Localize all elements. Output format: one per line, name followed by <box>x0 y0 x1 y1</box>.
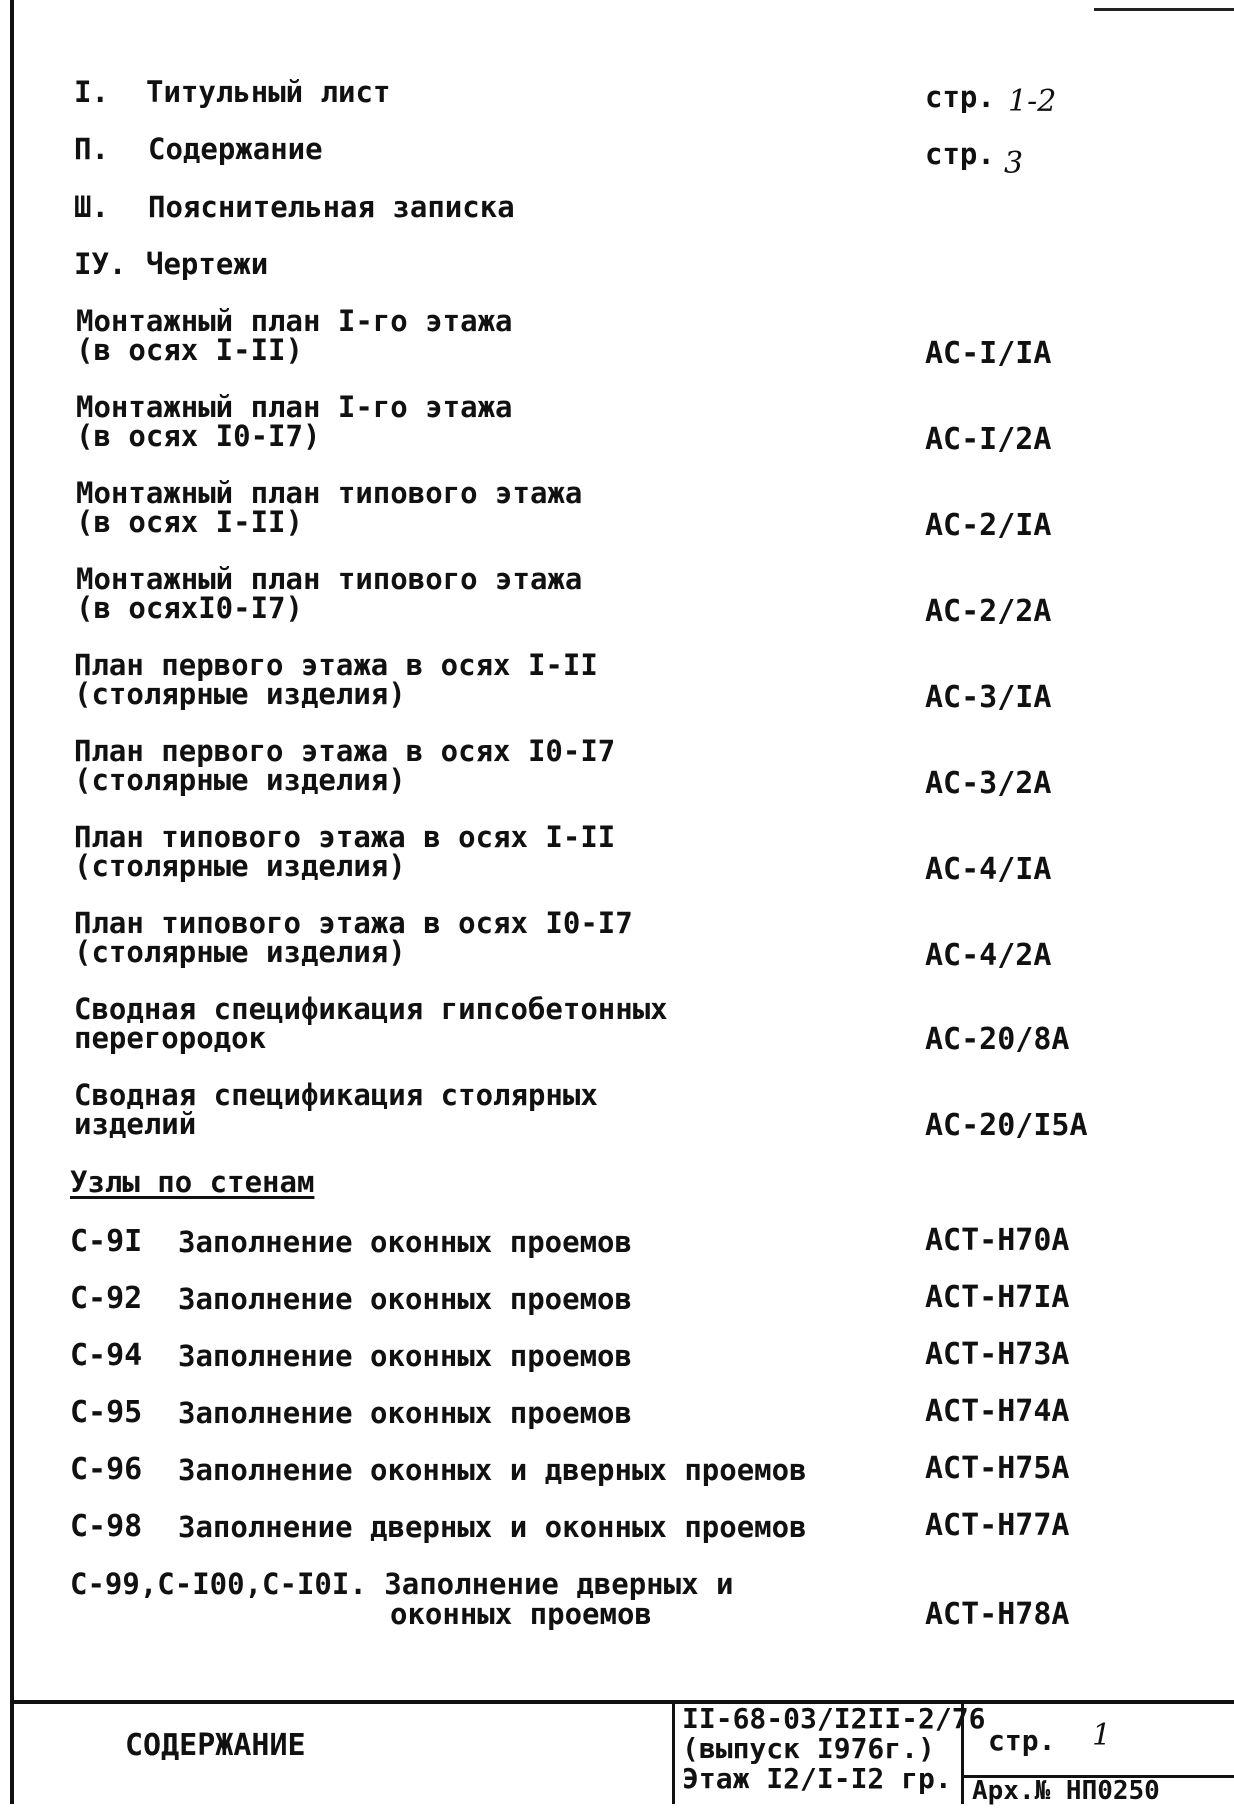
section-iv-title: Чертежи <box>146 247 269 281</box>
section-iii-title: Пояснительная записка <box>148 190 515 224</box>
drawing-item-1-code: АС-I/IА <box>925 336 1052 371</box>
drawing-item-4 <box>76 562 583 625</box>
document-code-line2: (выпуск I976г.) <box>682 1732 935 1765</box>
node-3-description: Заполнение оконных проемов <box>178 1339 632 1373</box>
node-7-code: АСТ-Н78А <box>925 1597 1070 1632</box>
node-1-code: АСТ-Н70А <box>925 1223 1070 1258</box>
section-i-page-value: 1-2 <box>1008 84 1057 119</box>
drawing-item-1 <box>76 304 513 367</box>
section-i-number: I. <box>74 75 109 109</box>
drawing-item-9-line2: перегородок <box>74 1021 267 1055</box>
title-block-document-code <box>682 1704 985 1794</box>
drawing-item-4-line2: (в осяхI0-I7) <box>76 591 303 625</box>
drawing-item-2-code: АС-I/2А <box>925 422 1052 457</box>
node-4-code: АСТ-Н74А <box>925 1394 1070 1429</box>
drawing-item-2-line2: (в осях I0-I7) <box>76 419 321 453</box>
drawing-item-10-code: АС-20/I5А <box>925 1108 1088 1143</box>
section-i-page-prefix: стр. <box>925 80 995 114</box>
node-3-number: С-94 <box>70 1338 143 1373</box>
node-5-code: АСТ-Н75А <box>925 1451 1070 1486</box>
node-1-number: С-9I <box>70 1224 143 1259</box>
node-5-description: Заполнение оконных и дверных проемов <box>178 1453 807 1487</box>
drawing-item-6-line1: План первого этажа в осях I0-I7 <box>74 734 616 768</box>
drawing-item-9 <box>74 992 668 1055</box>
drawing-item-3-line1: Монтажный план типового этажа <box>76 476 583 510</box>
title-block-archive-number: Арх.№ НП0250 <box>972 1776 1160 1806</box>
node-6-number: С-98 <box>70 1509 143 1544</box>
drawing-item-7-line1: План типового этажа в осях I-II <box>74 820 616 854</box>
frame-top-mark <box>1094 0 1234 11</box>
drawing-item-5-line2: (столярные изделия) <box>74 677 406 711</box>
node-7-line2: оконных проемов <box>390 1597 652 1631</box>
drawing-item-10 <box>74 1078 598 1141</box>
node-6-code: АСТ-Н77А <box>925 1508 1070 1543</box>
node-2-description: Заполнение оконных проемов <box>178 1282 632 1316</box>
drawing-item-7-code: АС-4/IА <box>925 852 1052 887</box>
drawing-item-8-line1: План типового этажа в осях I0-I7 <box>74 906 633 940</box>
drawing-item-5-line1: План первого этажа в осях I-II <box>74 648 598 682</box>
drawing-item-2-line1: Монтажный план I-го этажа <box>76 390 513 424</box>
title-block-heading: СОДЕРЖАНИЕ <box>125 1728 306 1763</box>
section-ii-number: П. <box>74 132 109 166</box>
drawing-item-7 <box>74 820 616 883</box>
title-block-page-number: 1 <box>1092 1718 1112 1753</box>
drawing-item-6-code: АС-3/2А <box>925 766 1052 801</box>
drawing-item-10-line2: изделий <box>74 1107 197 1141</box>
node-5-number: С-96 <box>70 1452 143 1487</box>
section-iv-number: IУ. <box>74 247 127 281</box>
node-1-description: Заполнение оконных проемов <box>178 1225 632 1259</box>
node-6-description: Заполнение дверных и оконных проемов <box>178 1510 807 1544</box>
drawing-item-10-line1: Сводная спецификация столярных <box>74 1078 598 1112</box>
section-iii-number: Ш. <box>74 190 109 224</box>
drawing-item-1-line2: (в осях I-II) <box>76 333 303 367</box>
node-4-description: Заполнение оконных проемов <box>178 1396 632 1430</box>
walls-section-title: Узлы по стенам <box>70 1165 315 1199</box>
drawing-item-9-line1: Сводная спецификация гипсобетонных <box>74 992 668 1026</box>
drawing-item-4-line1: Монтажный план типового этажа <box>76 562 583 596</box>
drawing-item-3 <box>76 476 583 539</box>
document-code-line3: Этаж I2/I-I2 гр. <box>682 1762 952 1795</box>
node-2-number: С-92 <box>70 1281 143 1316</box>
drawing-item-4-code: АС-2/2А <box>925 594 1052 629</box>
section-ii-page-value: 3 <box>1004 146 1024 181</box>
drawing-item-6 <box>74 734 616 797</box>
node-7-line1: С-99,С-I00,С-I0I. Заполнение дверных и <box>70 1567 734 1601</box>
drawing-item-8 <box>74 906 633 969</box>
drawing-item-5 <box>74 648 598 711</box>
title-block-divider-1 <box>672 1700 675 1804</box>
node-3-code: АСТ-Н73А <box>925 1337 1070 1372</box>
drawing-item-5-code: АС-3/IА <box>925 680 1052 715</box>
frame-border-left <box>10 0 14 1804</box>
node-2-code: АСТ-Н7IА <box>925 1280 1070 1315</box>
section-ii-page-prefix: стр. <box>925 137 995 171</box>
drawing-item-6-line2: (столярные изделия) <box>74 763 406 797</box>
node-4-number: С-95 <box>70 1395 143 1430</box>
drawing-item-2 <box>76 390 513 453</box>
drawing-item-3-line2: (в осях I-II) <box>76 505 303 539</box>
section-i-title: Титульный лист <box>146 75 391 109</box>
drawing-item-8-line2: (столярные изделия) <box>74 935 406 969</box>
drawing-item-3-code: АС-2/IА <box>925 508 1052 543</box>
drawing-item-7-line2: (столярные изделия) <box>74 849 406 883</box>
title-block-page-label: стр. <box>988 1724 1056 1757</box>
section-ii-title: Содержание <box>148 132 323 166</box>
document-code-line1: II-68-03/I2II-2/76 <box>682 1702 986 1735</box>
drawing-item-8-code: АС-4/2А <box>925 938 1052 973</box>
drawing-item-9-code: АС-20/8А <box>925 1022 1070 1057</box>
drawing-item-1-line1: Монтажный план I-го этажа <box>76 304 513 338</box>
